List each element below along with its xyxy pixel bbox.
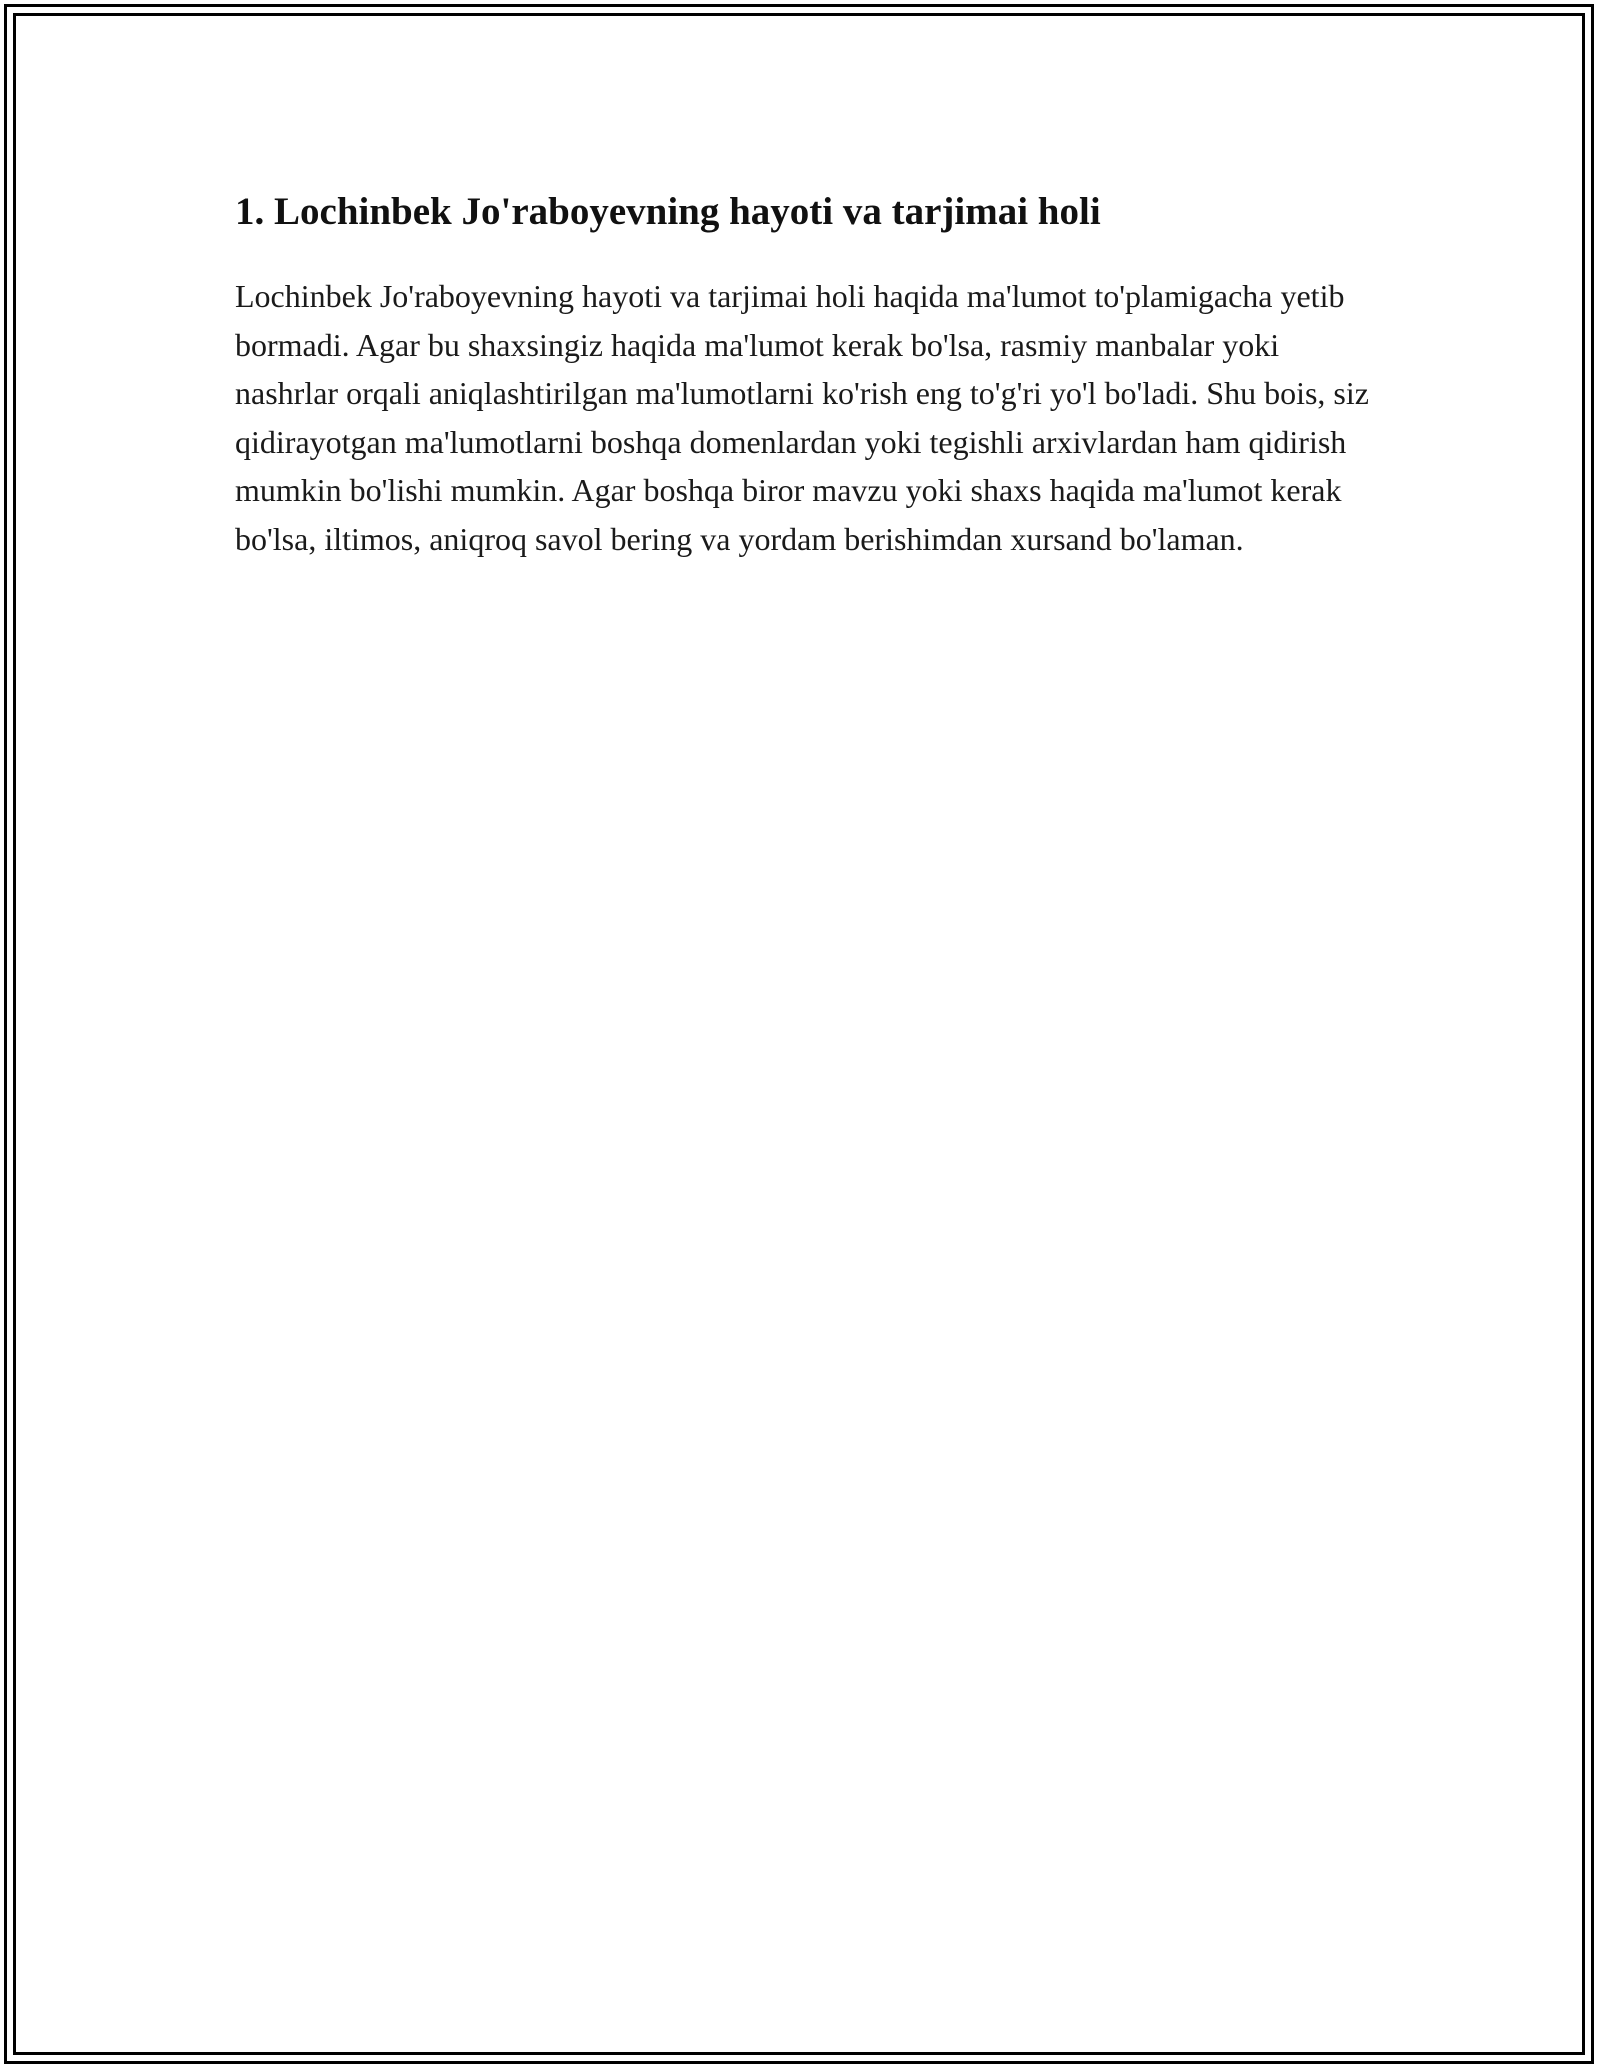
section-paragraph: Lochinbek Jo'raboyevning hayoti va tarjimai holi haqida ma'lumot to'plamigacha yetib bormadi. Agar bu shaxsingiz haqida ma'lumot kerak bo'lsa, rasmiy manbalar yoki nashrlar orqali aniqlashtirilgan ma'lumotlarni ko'rish eng to'g'ri yo'l bo'ladi. Shu bois, siz qidirayotgan ma'lumotlarni boshqa domenlardan yoki tegishli arxivlardan ham qidirish mumkin bo'lishi mumkin. Agar boshqa biror mavzu yoki shaxs haqida ma'lumot kerak bo'lsa, iltimos, aniqroq savol bering va yordam berishimdan xursand bo'laman.: [235, 278, 1369, 557]
section-heading: 1. Lochinbek Jo'raboyevning hayoti va tarjimai holi: [235, 190, 1101, 233]
document-content: [235, 188, 1385, 563]
